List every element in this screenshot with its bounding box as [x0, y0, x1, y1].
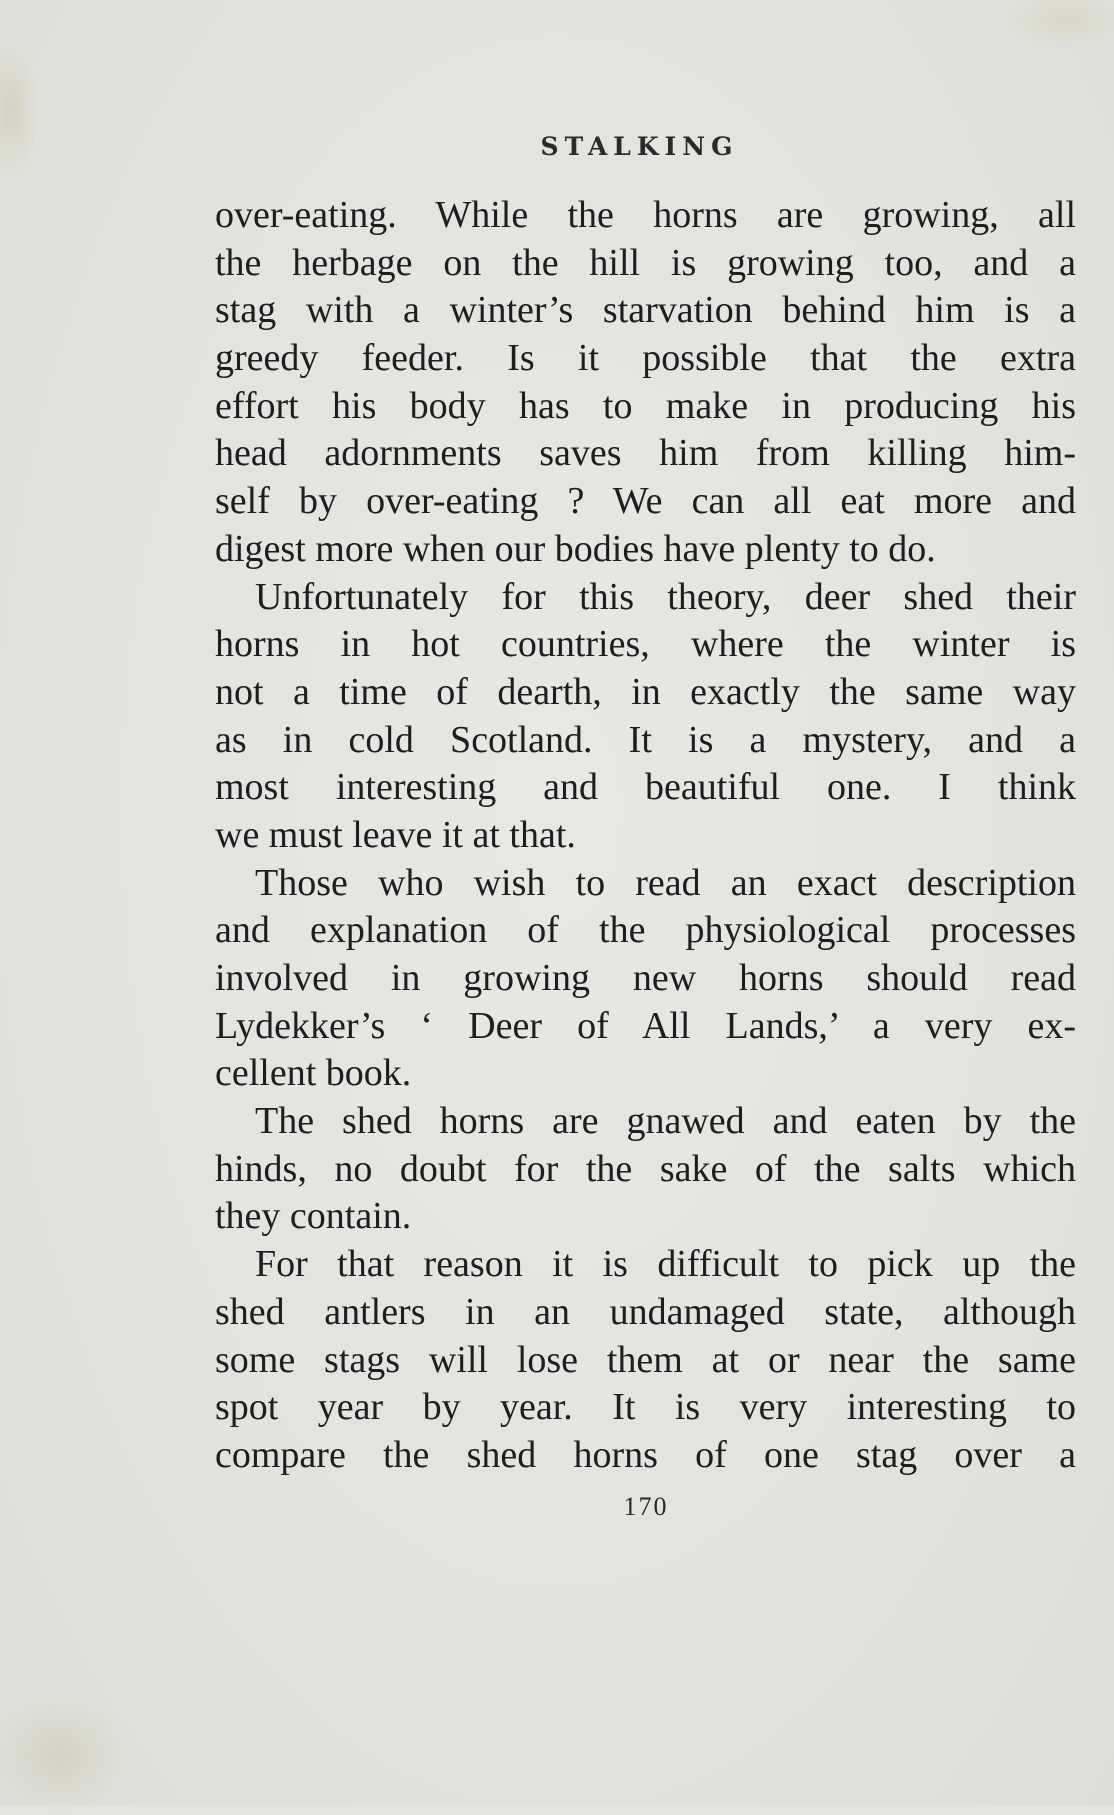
- text-line: spot year by year. It is very interesting to: [215, 1386, 1076, 1429]
- text-line: The shed horns are gnawed and eaten by the: [255, 1100, 1076, 1143]
- text-line: they contain.: [215, 1195, 412, 1238]
- text-line: stag with a winter’s starvation behind him is a: [215, 289, 1076, 332]
- text-line: Unfortunately for this theory, deer shed their: [255, 575, 1076, 618]
- text-line: the herbage on the hill is growing too, and a: [215, 241, 1076, 284]
- text-line: not a time of dearth, in exactly the same way: [215, 670, 1076, 713]
- text-line: most interesting and beautiful one. I think: [215, 766, 1076, 809]
- text-line: digest more when our bodies have plenty to do.: [215, 527, 936, 570]
- text-line: some stags will lose them at or near the same: [215, 1338, 1076, 1381]
- text-line: over-eating. While the horns are growing, all: [215, 194, 1076, 236]
- text-line: greedy feeder. Is it possible that the extra: [215, 337, 1076, 380]
- text-line: self by over-eating ? We can all eat more and: [215, 480, 1076, 523]
- text-line: effort his body has to make in producing his: [215, 384, 1076, 427]
- paper-stain: [1004, 0, 1114, 50]
- text-line: involved in growing new horns should read: [215, 957, 1076, 999]
- text-line: Lydekker’s ‘ Deer of All Lands,’ a very ex-: [215, 1004, 1076, 1047]
- page-number: 170: [623, 1492, 669, 1521]
- text-line: Those who wish to read an exact description: [255, 861, 1076, 904]
- text-line: head adornments saves him from killing him-: [215, 432, 1076, 475]
- paper-stain: [0, 1695, 130, 1815]
- text-line: we must leave it at that.: [215, 813, 576, 856]
- body-text: [215, 192, 1076, 1480]
- text-line: shed antlers in an undamaged state, although: [215, 1290, 1076, 1333]
- text-line: For that reason it is difficult to pick up the: [255, 1243, 1076, 1286]
- text-line: hinds, no doubt for the sake of the salts which: [215, 1147, 1076, 1190]
- text-line: and explanation of the physiological processes: [215, 909, 1076, 952]
- text-line: compare the shed horns of one stag over a: [215, 1433, 1076, 1476]
- text-line: as in cold Scotland. It is a mystery, and a: [215, 718, 1076, 761]
- text-line: cellent book.: [215, 1052, 412, 1095]
- running-head: STALKING: [540, 132, 739, 161]
- text-line: horns in hot countries, where the winter is: [215, 623, 1076, 666]
